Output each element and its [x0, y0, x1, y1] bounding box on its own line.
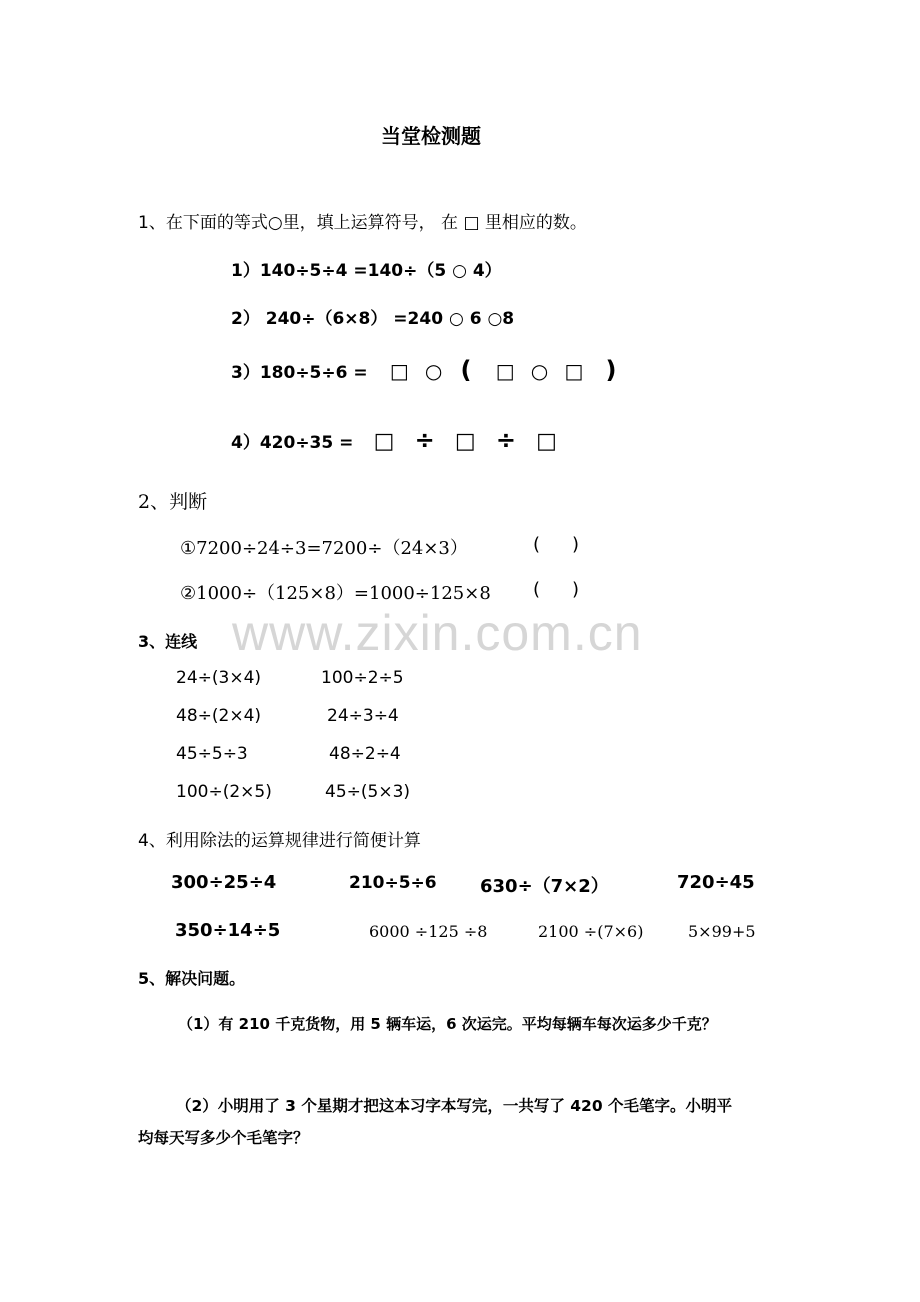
operator-circle: ○	[424, 359, 443, 383]
q1-item-4	[231, 426, 557, 454]
answer-bracket	[533, 534, 579, 555]
operator-circle: ○	[530, 359, 549, 383]
watermark: www.zixin.com.cn	[232, 605, 643, 661]
q1-heading: 1、在下面的等式○里，填上运算符号， 在 □ 里相应的数。	[138, 213, 587, 233]
answer-bracket-left: (	[533, 579, 541, 600]
calc-item: 5×99+5	[688, 922, 756, 941]
match-left-item: 48÷(2×4)	[176, 706, 262, 726]
match-left-item: 24÷(3×4)	[176, 668, 262, 688]
answer-box: □	[373, 429, 395, 454]
calc-item: 720÷45	[677, 872, 755, 893]
division-sign: ÷	[414, 426, 435, 454]
q1-item-3-expression: 3）180÷5÷6 =	[231, 363, 368, 383]
open-paren: (	[460, 356, 472, 384]
q1-item-3	[231, 356, 617, 384]
calc-item: 2100 ÷(7×6)	[538, 922, 644, 941]
division-sign: ÷	[495, 426, 516, 454]
page-title: 当堂检测题	[381, 124, 481, 148]
answer-box: □	[536, 429, 557, 454]
problem-2-line-2: 均每天写多少个毛笔字？	[138, 1129, 309, 1147]
match-right-item: 45÷(5×3)	[325, 782, 411, 802]
problem-2-line-1: （2）小明用了 3 个星期才把这本习字本写完，一共写了 420 个毛笔字。小明平	[176, 1097, 733, 1115]
q1-item-4-expression: 4）420÷35 =	[231, 433, 354, 453]
q4-heading: 4、利用除法的运算规律进行简便计算	[138, 831, 421, 851]
calc-item: 630÷（7×2）	[480, 876, 609, 897]
match-left-item: 100÷(2×5)	[176, 782, 272, 802]
answer-bracket-right: )	[572, 579, 580, 600]
q1-item-1: 1）140÷5÷4 =140÷（5 ○ 4）	[231, 261, 502, 281]
answer-bracket-left: (	[533, 534, 541, 555]
answer-box: □	[564, 359, 584, 383]
problem-1: （1）有 210 千克货物，用 5 辆车运，6 次运完。平均每辆车每次运多少千克？	[178, 1015, 717, 1033]
q3-heading: 3、连线	[138, 632, 198, 651]
q2-item-2: ②1000÷（125×8）=1000÷125×8	[180, 583, 491, 604]
match-left-item: 45÷5÷3	[176, 744, 248, 764]
calc-item: 6000 ÷125 ÷8	[369, 922, 488, 941]
q2-item-1: ①7200÷24÷3=7200÷（24×3）	[180, 538, 468, 559]
q1-item-2: 2） 240÷（6×8） =240 ○ 6 ○8	[231, 309, 515, 329]
close-paren: )	[605, 356, 617, 384]
calc-item: 210÷5÷6	[349, 873, 437, 893]
answer-box: □	[454, 429, 476, 454]
q5-heading: 5、解决问题。	[138, 969, 246, 988]
match-right-item: 24÷3÷4	[327, 706, 399, 726]
answer-bracket-right: )	[572, 534, 580, 555]
match-right-item: 100÷2÷5	[321, 668, 404, 688]
answer-bracket	[533, 579, 579, 600]
calc-item: 350÷14÷5	[175, 920, 281, 941]
match-right-item: 48÷2÷4	[329, 744, 401, 764]
answer-box: □	[495, 359, 515, 383]
calc-item: 300÷25÷4	[171, 872, 277, 893]
answer-box: □	[389, 359, 409, 383]
q2-heading: 2、判断	[138, 491, 208, 513]
